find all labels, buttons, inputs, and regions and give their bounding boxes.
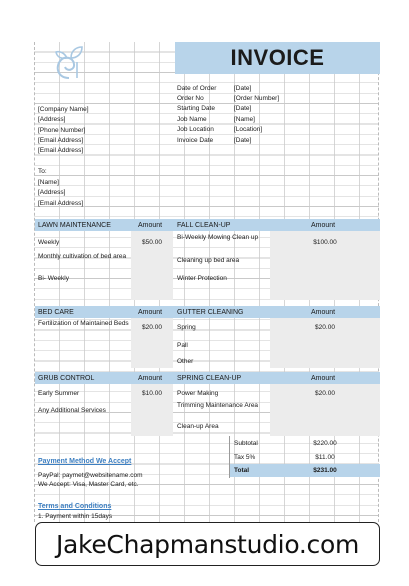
payment-paypal: PayPal: paymet@websitename.com: [38, 472, 143, 479]
line-item-desc: Other: [177, 358, 194, 365]
line-item-amount: $20.00: [315, 324, 335, 331]
terms-line: 1. Payment within 15days: [38, 513, 113, 520]
amount-header: Amount: [311, 222, 336, 229]
section-title-spring: SPRING CLEAN-UP: [177, 375, 242, 382]
leaf-logo-icon: [47, 44, 91, 84]
payment-accept: We Accept: Visa, Master Card, etc.: [38, 481, 139, 488]
line-item-desc: Pall: [177, 342, 188, 349]
tax-value: $11.00: [315, 454, 335, 461]
total-label: Total: [234, 467, 250, 474]
amount-header: Amount: [138, 309, 163, 316]
line-item-desc: Monthly cultivation of bed area: [38, 253, 127, 260]
section-title-bed: BED CARE: [38, 309, 74, 316]
line-item-desc: Spring: [177, 324, 196, 331]
line-item-desc: Fertilization of Maintained Beds: [38, 320, 129, 327]
line-item-desc: Trimming Maintenance Area: [177, 402, 259, 409]
section-title-lawn: LAWN MAINTENANCE: [38, 222, 111, 229]
title-band: [175, 42, 380, 74]
from-phone: [Phone Number]: [38, 127, 86, 134]
from-email: [Email Address]: [38, 137, 84, 144]
line-item-desc: Weekly: [38, 239, 60, 246]
amount-header: Amount: [311, 309, 336, 316]
to-email: [Email Address]: [38, 200, 84, 207]
line-item-amount: $20.00: [315, 390, 335, 397]
section-title-grub: GRUB CONTROL: [38, 375, 95, 382]
to-label: To:: [38, 168, 47, 175]
meta-label: Order No: [177, 95, 204, 102]
from-address: [Address]: [38, 116, 66, 123]
subtotal-value: $220.00: [313, 440, 337, 447]
amount-header: Amount: [138, 222, 163, 229]
from-company: [Company Name]: [38, 106, 89, 113]
meta-value: [Date]: [234, 105, 252, 112]
line-item-desc: Cleaning up bed area: [177, 257, 240, 264]
line-item-desc: Bi- Weekly: [38, 275, 69, 282]
meta-label: Job Location: [177, 126, 214, 133]
payment-title: Payment Method We Accept: [38, 458, 132, 465]
brand-text: JakeChapmanstudio.com: [55, 529, 360, 559]
terms-title: Terms and Conditions: [38, 503, 112, 510]
total-value: $231.00: [313, 467, 337, 474]
section-title-fall: FALL CLEAN-UP: [177, 222, 231, 229]
amount-header: Amount: [311, 375, 336, 382]
meta-value: [Date]: [234, 85, 252, 92]
meta-value: [Name]: [234, 116, 255, 123]
meta-value: [Location]: [234, 126, 263, 133]
invoice-sheet: [34, 42, 379, 522]
line-item-desc: Winter Protection: [177, 275, 227, 282]
section-title-gutter: GUTTER CLEANING: [177, 309, 244, 316]
line-item-amount: $100.00: [313, 239, 337, 246]
line-item-desc: Early Summer: [38, 390, 80, 397]
meta-label: Invoice Date: [177, 137, 214, 144]
meta-label: Job Name: [177, 116, 207, 123]
line-item-amount: $50.00: [142, 239, 162, 246]
line-item-desc: Any Additional Services: [38, 407, 106, 414]
amount-header: Amount: [138, 375, 163, 382]
line-item-amount: $10.00: [142, 390, 162, 397]
to-address: [Address]: [38, 189, 66, 196]
meta-value: [Date]: [234, 137, 252, 144]
meta-label: Date of Order: [177, 85, 217, 92]
line-item-amount: $20.00: [142, 324, 162, 331]
brand-banner: [35, 522, 380, 566]
invoice-title: INVOICE: [230, 45, 325, 70]
meta-value: [Order Number]: [234, 95, 280, 102]
line-item-desc: Clean-up Area: [177, 423, 219, 430]
subtotal-label: Subtotal: [234, 440, 258, 447]
to-name: [Name]: [38, 179, 59, 186]
tax-label: Tax 5%: [234, 454, 256, 461]
from-email: [Email Address]: [38, 147, 84, 154]
line-item-desc: Bi-Weekly Mowing Clean up: [177, 234, 259, 241]
meta-label: Starting Date: [177, 105, 215, 112]
line-item-desc: Power Making: [177, 390, 219, 397]
